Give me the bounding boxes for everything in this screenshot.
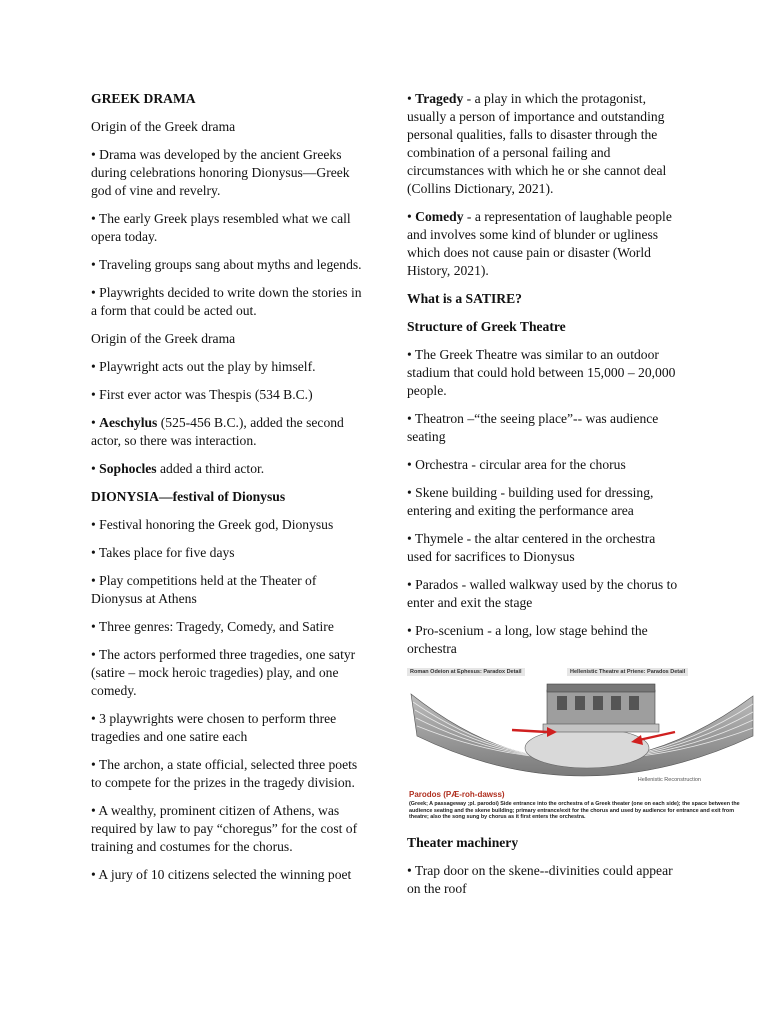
paragraph-text: added a third actor. bbox=[156, 461, 265, 476]
bullet-paragraph: • The early Greek plays resembled what we call opera today. bbox=[91, 211, 351, 244]
bullet-paragraph: • Trap door on the skene--divinities could appear on the roof bbox=[407, 863, 673, 896]
section-heading: Structure of Greek Theatre bbox=[407, 319, 566, 334]
bullet-paragraph bbox=[407, 208, 679, 280]
bullet-paragraph: • The archon, a state official, selected three poets to compete for the prizes in the tragedy division. bbox=[91, 757, 358, 790]
paragraph-text: - a play in which the protagonist, usually a person of importance and outstanding personal qualities, falls to disaster through the combination of a personal failing and circumstances with which he or she cannot deal (Collins Dictionary, 2021). bbox=[407, 91, 667, 196]
section-heading: What is a SATIRE? bbox=[407, 291, 522, 306]
bullet-paragraph: • A jury of 10 citizens selected the winning poet bbox=[91, 867, 352, 882]
bullet-paragraph: • Playwright acts out the play by himself. bbox=[91, 359, 316, 374]
bullet-paragraph: • Parados - walled walkway used by the chorus to enter and exit the stage bbox=[407, 577, 678, 610]
bullet-paragraph: • Theatron –“the seeing place”-- was audience seating bbox=[407, 411, 659, 444]
bullet-paragraph: • Skene building - building used for dressing, entering and exiting the performance area bbox=[407, 485, 654, 518]
figure-title: Parodos (PÆ-roh-dawss) bbox=[409, 790, 505, 799]
bullet-paragraph: • 3 playwrights were chosen to perform three tragedies and one satire each bbox=[91, 711, 337, 744]
bullet-paragraph: • Play competitions held at the Theater of Dionysus at Athens bbox=[91, 573, 317, 606]
bullet-paragraph bbox=[407, 90, 679, 198]
bold-term: Aeschylus bbox=[99, 415, 158, 430]
section-heading: Theater machinery bbox=[407, 835, 519, 850]
theatre-illustration bbox=[407, 676, 755, 788]
figure-reconstruction-label: Hellenistic Reconstruction bbox=[637, 777, 701, 783]
bullet-paragraph: • The Greek Theatre was similar to an outdoor stadium that could hold between 15,000 – 20,000 people. bbox=[407, 347, 676, 398]
bullet-paragraph bbox=[91, 460, 366, 478]
bullet-paragraph: • A wealthy, prominent citizen of Athens, was required by law to pay “choregus” for the cost of training and costumes for the chorus. bbox=[91, 803, 358, 854]
bold-term: Comedy bbox=[415, 209, 464, 224]
bullet-paragraph: • Playwrights decided to write down the stories in a form that could be acted out. bbox=[91, 285, 362, 318]
section-subtitle: Origin of the Greek drama bbox=[91, 331, 236, 346]
paragraph-text: - a representation of laughable people and involves some kind of blunder or ugliness which does not cause pain or disaster (World History, 2021). bbox=[407, 209, 672, 278]
right-column bbox=[407, 90, 740, 908]
bullet-mark: • bbox=[407, 209, 416, 224]
bullet-mark: • bbox=[91, 415, 100, 430]
left-column bbox=[91, 90, 366, 894]
bullet-paragraph: • First ever actor was Thespis (534 B.C.) bbox=[91, 387, 313, 402]
section-subtitle: Origin of the Greek drama bbox=[91, 119, 236, 134]
bold-term: Sophocles bbox=[99, 461, 157, 476]
bullet-paragraph: • Pro-scenium - a long, low stage behind the orchestra bbox=[407, 623, 648, 656]
bullet-paragraph: • Takes place for five days bbox=[91, 545, 235, 560]
bullet-paragraph: • Traveling groups sang about myths and legends. bbox=[91, 257, 362, 272]
orchestra-circle bbox=[525, 728, 649, 768]
bullet-paragraph: • The actors performed three tragedies, one satyr (satire – mock heroic tragedies) play, and one comedy. bbox=[91, 647, 356, 698]
bullet-mark: • bbox=[91, 461, 100, 476]
figure-caption-left: Roman Odeion at Ephesus: Paradox Detail bbox=[407, 668, 525, 676]
figure-description: (Greek; A passageway ;pl. parodoi) Side entrance into the orchestra of a Greek theater (one on each side); the space between the audience seating and the skene building; primary entrance/exit for the chorus and used by audience for entrance and exit from theatre; also the song sung by chorus as it first enters the orchestra. bbox=[409, 801, 740, 821]
paragraph-text: (525-456 B.C.), added the second actor, so there was interaction. bbox=[91, 415, 344, 448]
bullet-mark: • bbox=[407, 91, 416, 106]
section-heading: DIONYSIA—festival of Dionysus bbox=[91, 489, 286, 504]
bullet-paragraph: • Orchestra - circular area for the chorus bbox=[407, 457, 626, 472]
skene-building bbox=[543, 684, 659, 732]
bullet-paragraph bbox=[91, 414, 366, 450]
bullet-paragraph: • Thymele - the altar centered in the orchestra used for sacrifices to Dionysus bbox=[407, 531, 656, 564]
page-title: GREEK DRAMA bbox=[91, 91, 196, 106]
bullet-paragraph: • Three genres: Tragedy, Comedy, and Satire bbox=[91, 619, 334, 634]
theatre-diagram-figure bbox=[407, 668, 755, 824]
bullet-paragraph: • Festival honoring the Greek god, Dionysus bbox=[91, 517, 334, 532]
bullet-paragraph: • Drama was developed by the ancient Greeks during celebrations honoring Dionysus—Greek god of vine and revelry. bbox=[91, 147, 350, 198]
figure-caption-right: Hellenistic Theatre at Priene: Parados Detail bbox=[567, 668, 688, 676]
bold-term: Tragedy bbox=[415, 91, 464, 106]
